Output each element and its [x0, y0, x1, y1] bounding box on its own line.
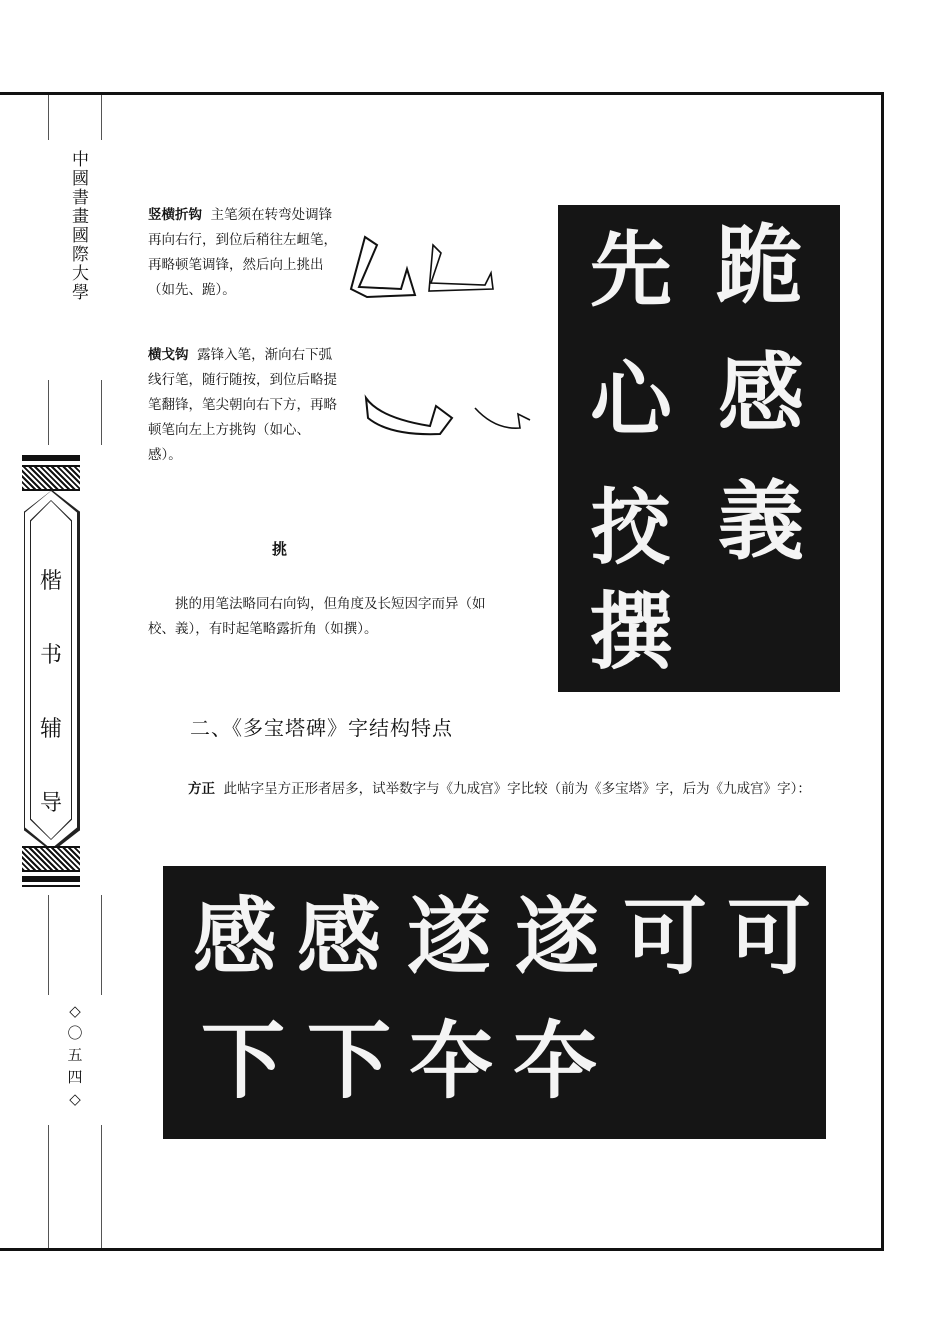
sidebar-hatch-bottom	[22, 846, 80, 872]
paragraph-horizontal-hook: 横戈钩 露锋入笔，渐向右下弧线行笔，随行随按，到位后略提笔翻锋，笔尖朝向右下方，再略顿笔向左上方挑钩（如心、感）。	[148, 347, 337, 463]
panel-char: 导	[39, 791, 62, 816]
sidebar-hatch-top	[22, 465, 80, 491]
frame-right-border	[881, 92, 884, 1251]
sidebar-band-top	[22, 455, 80, 461]
sidebar-band-bottom	[22, 876, 80, 882]
paragraph-vertical-hook: 竖横折钩 主笔须在转弯处调锋再向右行，到位后稍往左衄笔，再略顿笔调锋，然后向上挑出（如先、跪）。	[148, 207, 337, 298]
rubbing-char: 感	[192, 887, 277, 986]
rubbing-char: 挍	[589, 480, 672, 576]
calligraphy-rubbing-sample-1	[558, 205, 840, 692]
horizontal-hook-stroke-diagram	[360, 388, 540, 448]
rubbing-char: 遂	[406, 887, 491, 986]
subsection-title-tiao: 挑	[272, 540, 288, 558]
rubbing-char: 夲	[408, 1011, 493, 1110]
rubbing-char: 遂	[514, 887, 599, 986]
rubbing-char: 義	[718, 471, 804, 572]
panel-char: 书	[39, 643, 62, 668]
paragraph-fangzheng: 方正 此帖字呈方正形者居多，试举数字与《九成宫》字比较（前为《多宝塔》字，后为《九成宫》字）：	[188, 781, 811, 797]
calligraphy-rubbing-sample-2	[163, 866, 826, 1139]
vertical-hook-stroke-diagram	[345, 225, 505, 305]
frame-top-border	[0, 92, 884, 95]
rubbing-char: 下	[200, 1011, 285, 1110]
sidebar-title: 中國書畫國際大學	[68, 150, 88, 302]
rubbing-char: 心	[589, 352, 672, 448]
paragraph-tiao: 挑的用笔法略同右向钩，但角度及长短因字而异（如校、義），有时起笔略露折角（如撰）。	[148, 596, 486, 637]
rubbing-char: 可	[726, 887, 811, 986]
page-number: ◇ 〇 五 四 ◇	[67, 1002, 83, 1108]
rubbing-char: 跪	[716, 215, 802, 316]
rubbing-char: 感	[718, 343, 804, 444]
term-label: 横戈钩	[148, 347, 189, 363]
frame-bottom-border	[0, 1248, 884, 1251]
term-label: 竖横折钩	[148, 207, 202, 223]
panel-char: 辅	[39, 717, 62, 742]
section-heading: 二、《多宝塔碑》字结构特点	[190, 716, 453, 740]
sidebar-band-thin	[22, 885, 80, 887]
rubbing-char: 感	[296, 887, 381, 986]
rubbing-char: 可	[622, 887, 707, 986]
term-label: 方正	[188, 781, 215, 797]
panel-char: 楷	[39, 569, 62, 594]
rubbing-char: 下	[306, 1011, 391, 1110]
sidebar-panel-label	[33, 545, 69, 841]
rubbing-char: 夲	[512, 1011, 597, 1110]
rubbing-char: 撰	[588, 582, 673, 681]
rubbing-char: 先	[589, 222, 672, 318]
